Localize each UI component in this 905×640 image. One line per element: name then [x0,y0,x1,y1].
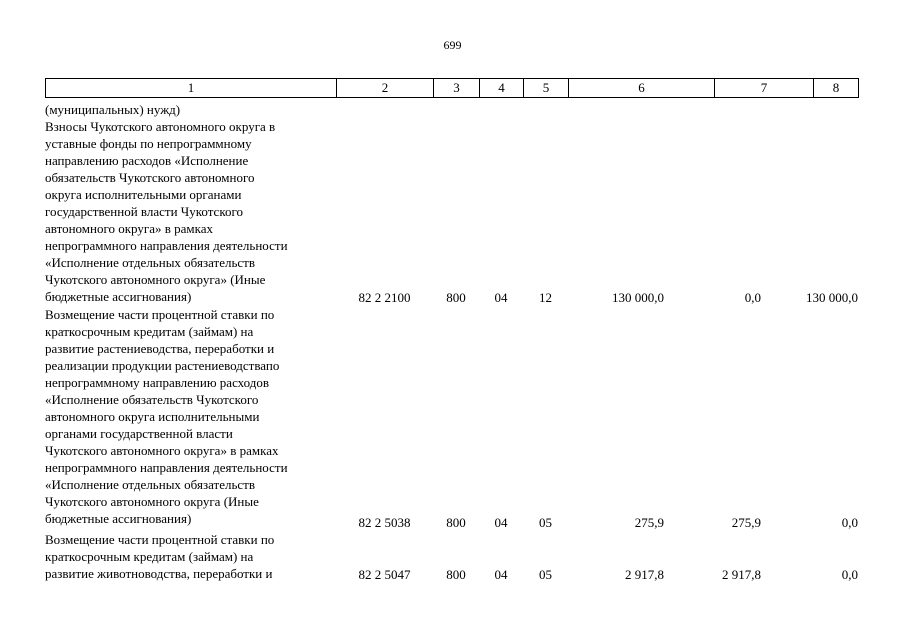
row-description: Взносы Чукотского автономного округа в уставные фонды по непрограммному направлению расходов «Исполнение обязательств Чукотского автономного округа исполнительными органами государственной власти Чукотского автономного округа» в рамках непрограммного направления деятельности «Исполнение отдельных обязательств Чукотского автономного округа» (Иные бюджетные ассигнования) [45,119,288,304]
column-header-6: 6 [568,79,714,97]
row-col4: 04 [494,290,508,305]
row-col3: 800 [446,567,466,582]
row-code: 82 2 2100 [358,290,411,305]
row-col6: 130 000,0 [612,290,664,305]
row-code: 82 2 5047 [358,567,411,582]
column-header-3: 3 [433,79,479,97]
row-col6: 2 917,8 [625,567,664,582]
row-col7: 0,0 [744,290,761,305]
column-header-5: 5 [523,79,568,97]
row-col5: 05 [539,567,552,582]
row-col8: 0,0 [841,567,858,582]
page-number: 699 [443,38,462,52]
row-col3: 800 [446,290,466,305]
row-col3: 800 [446,515,466,530]
table-header-row [45,78,859,98]
table-fragment-top: (муниципальных) нужд) [45,102,181,117]
row-code: 82 2 5038 [358,515,411,530]
row-col4: 04 [494,515,508,530]
row-col8: 0,0 [841,515,858,530]
row-col7: 275,9 [731,515,761,530]
column-header-2: 2 [336,79,433,97]
row-col8: 130 000,0 [806,290,858,305]
row-description: Возмещение части процентной ставки по краткосрочным кредитам (займам) на развитие животноводства, переработки и [45,532,275,581]
column-header-1: 1 [187,80,195,95]
row-col6: 275,9 [634,515,664,530]
row-col5: 05 [539,515,552,530]
row-col7: 2 917,8 [722,567,761,582]
row-col4: 04 [494,567,508,582]
column-header-8: 8 [813,79,858,97]
column-header-4: 4 [479,79,523,97]
row-description: Возмещение части процентной ставки по краткосрочным кредитам (займам) на развитие растениеводства, переработки и реализации продукции растениеводствапо непрограммному направлению расходов «Исполнение обязательств Чукотского автономного округа исполнительными органами государственной власти Чукотского автономного округа» в рамках непрограммного направления деятельности «Исполнение отдельных обязательств Чукотского автономного округа (Иные бюджетные ассигнования) [45,307,288,526]
column-header-7: 7 [714,79,813,97]
row-col5: 12 [539,290,552,305]
